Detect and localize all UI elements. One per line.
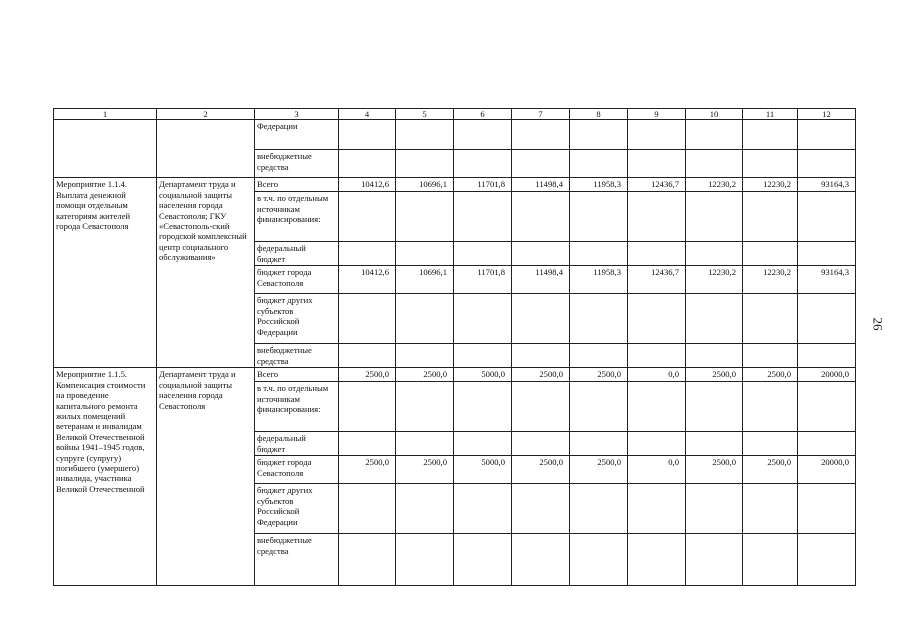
amount-cell xyxy=(798,382,856,432)
amount-cell xyxy=(798,432,856,456)
column-number: 5 xyxy=(396,109,454,120)
amount-cell: 20000,0 xyxy=(798,368,856,382)
amount-cell: 11498,4 xyxy=(512,266,570,294)
amount-cell xyxy=(396,192,454,242)
amount-cell xyxy=(743,242,798,266)
amount-cell: 2500,0 xyxy=(396,368,454,382)
column-number: 10 xyxy=(686,109,743,120)
amount-cell xyxy=(570,344,628,368)
amount-cell xyxy=(396,150,454,178)
amount-cell xyxy=(686,432,743,456)
funding-source: в т.ч. по отдельным источникам финансирования: xyxy=(255,192,339,242)
amount-cell: 2500,0 xyxy=(743,368,798,382)
column-number: 4 xyxy=(339,109,396,120)
funding-source: внебюджетные средства xyxy=(255,150,339,178)
amount-cell xyxy=(798,192,856,242)
amount-cell xyxy=(454,432,512,456)
amount-cell xyxy=(628,382,686,432)
amount-cell: 2500,0 xyxy=(743,456,798,484)
amount-cell xyxy=(454,344,512,368)
amount-cell: 2500,0 xyxy=(512,456,570,484)
funding-source: бюджет города Севастополя xyxy=(255,266,339,294)
amount-cell: 93164,3 xyxy=(798,178,856,192)
amount-cell: 12436,7 xyxy=(628,178,686,192)
amount-cell xyxy=(570,534,628,586)
amount-cell xyxy=(686,344,743,368)
amount-cell xyxy=(570,242,628,266)
amount-cell xyxy=(339,382,396,432)
amount-cell: 2500,0 xyxy=(570,456,628,484)
amount-cell xyxy=(628,344,686,368)
amount-cell xyxy=(628,294,686,344)
measure-cell xyxy=(54,120,157,178)
amount-cell xyxy=(512,432,570,456)
column-number: 9 xyxy=(628,109,686,120)
amount-cell: 10412,6 xyxy=(339,266,396,294)
column-number: 2 xyxy=(157,109,255,120)
column-number: 1 xyxy=(54,109,157,120)
amount-cell xyxy=(396,534,454,586)
amount-cell xyxy=(339,150,396,178)
amount-cell xyxy=(628,432,686,456)
column-number: 7 xyxy=(512,109,570,120)
amount-cell: 0,0 xyxy=(628,456,686,484)
amount-cell xyxy=(512,150,570,178)
column-number-row xyxy=(54,109,856,120)
amount-cell xyxy=(396,120,454,150)
amount-cell: 12230,2 xyxy=(686,178,743,192)
amount-cell xyxy=(570,294,628,344)
amount-cell xyxy=(628,120,686,150)
amount-cell xyxy=(512,242,570,266)
table-row xyxy=(54,120,856,150)
amount-cell xyxy=(686,150,743,178)
funding-source: бюджет других субъектов Российской Федерации xyxy=(255,294,339,344)
amount-cell xyxy=(798,294,856,344)
amount-cell: 10696,1 xyxy=(396,178,454,192)
funding-table xyxy=(53,108,856,586)
amount-cell xyxy=(396,344,454,368)
amount-cell xyxy=(339,534,396,586)
column-number: 12 xyxy=(798,109,856,120)
amount-cell: 93164,3 xyxy=(798,266,856,294)
funding-source: федеральный бюджет xyxy=(255,242,339,266)
amount-cell xyxy=(743,192,798,242)
amount-cell xyxy=(798,344,856,368)
amount-cell xyxy=(339,120,396,150)
amount-cell xyxy=(454,150,512,178)
amount-cell xyxy=(798,534,856,586)
amount-cell: 11498,4 xyxy=(512,178,570,192)
amount-cell xyxy=(454,484,512,534)
executor: Департамент труда и социальной защиты населения города Севастополя; ГКУ «Севастополь-ский городской комплексный центр социального обслуживания» xyxy=(157,178,255,368)
amount-cell: 2500,0 xyxy=(396,456,454,484)
amount-cell xyxy=(339,242,396,266)
amount-cell: 2500,0 xyxy=(339,368,396,382)
measure-title: Мероприятие 1.1.4. Выплата денежной помощи отдельным категориям жителей города Севастополя xyxy=(54,178,157,368)
amount-cell xyxy=(339,484,396,534)
amount-cell xyxy=(743,294,798,344)
amount-cell xyxy=(512,534,570,586)
funding-source: внебюджетные средства xyxy=(255,344,339,368)
amount-cell xyxy=(339,192,396,242)
measure-title: Мероприятие 1.1.5. Компенсация стоимости на проведение капитального ремонта жилых помещений ветеранам и инвалидам Великой Отечественной войны 1941–1945 годов, супруге (супругу) погибшего (умершего) инвалида, участника Великой Отечественной xyxy=(54,368,157,586)
amount-cell: 2500,0 xyxy=(570,368,628,382)
column-number: 3 xyxy=(255,109,339,120)
amount-cell: 10696,1 xyxy=(396,266,454,294)
amount-cell xyxy=(512,344,570,368)
funding-source: Федерации xyxy=(255,120,339,150)
amount-cell xyxy=(454,534,512,586)
amount-cell xyxy=(743,432,798,456)
amount-cell: 2500,0 xyxy=(686,368,743,382)
amount-cell: 12436,7 xyxy=(628,266,686,294)
amount-cell: 2500,0 xyxy=(512,368,570,382)
amount-cell xyxy=(570,120,628,150)
amount-cell xyxy=(628,484,686,534)
amount-cell xyxy=(454,242,512,266)
amount-cell xyxy=(570,432,628,456)
amount-cell: 12230,2 xyxy=(686,266,743,294)
amount-cell xyxy=(570,382,628,432)
funding-source: в т.ч. по отдельным источникам финансирования: xyxy=(255,382,339,432)
amount-cell xyxy=(686,242,743,266)
amount-cell: 2500,0 xyxy=(686,456,743,484)
amount-cell: 12230,2 xyxy=(743,266,798,294)
amount-cell xyxy=(798,242,856,266)
amount-cell xyxy=(686,120,743,150)
amount-cell xyxy=(570,192,628,242)
amount-cell xyxy=(628,242,686,266)
amount-cell xyxy=(628,192,686,242)
amount-cell: 11958,3 xyxy=(570,266,628,294)
amount-cell xyxy=(798,120,856,150)
amount-cell xyxy=(454,382,512,432)
funding-source: бюджет других субъектов Российской Федерации xyxy=(255,484,339,534)
executor-cell xyxy=(157,120,255,178)
amount-cell xyxy=(686,382,743,432)
table-row xyxy=(54,178,856,192)
page-number: 26 xyxy=(870,317,886,331)
amount-cell xyxy=(570,484,628,534)
amount-cell xyxy=(396,432,454,456)
amount-cell xyxy=(396,294,454,344)
amount-cell xyxy=(686,484,743,534)
amount-cell xyxy=(743,344,798,368)
amount-cell xyxy=(454,294,512,344)
amount-cell xyxy=(743,150,798,178)
amount-cell xyxy=(339,432,396,456)
amount-cell: 10412,6 xyxy=(339,178,396,192)
funding-source: Всего xyxy=(255,178,339,192)
amount-cell xyxy=(396,382,454,432)
amount-cell: 0,0 xyxy=(628,368,686,382)
amount-cell: 5000,0 xyxy=(454,456,512,484)
amount-cell xyxy=(628,150,686,178)
amount-cell: 12230,2 xyxy=(743,178,798,192)
amount-cell xyxy=(686,534,743,586)
amount-cell xyxy=(396,242,454,266)
amount-cell xyxy=(454,192,512,242)
amount-cell xyxy=(512,294,570,344)
funding-source: Всего xyxy=(255,368,339,382)
amount-cell xyxy=(628,534,686,586)
amount-cell: 20000,0 xyxy=(798,456,856,484)
amount-cell xyxy=(743,534,798,586)
funding-source: бюджет города Севастополя xyxy=(255,456,339,484)
amount-cell xyxy=(798,484,856,534)
amount-cell xyxy=(454,120,512,150)
amount-cell xyxy=(512,382,570,432)
amount-cell xyxy=(396,484,454,534)
executor: Департамент труда и социальной защиты населения города Севастополя xyxy=(157,368,255,586)
amount-cell xyxy=(686,192,743,242)
amount-cell xyxy=(512,192,570,242)
amount-cell xyxy=(570,150,628,178)
column-number: 6 xyxy=(454,109,512,120)
funding-source: федеральный бюджет xyxy=(255,432,339,456)
table-row xyxy=(54,368,856,382)
column-number: 11 xyxy=(743,109,798,120)
amount-cell: 11701,8 xyxy=(454,266,512,294)
amount-cell: 2500,0 xyxy=(339,456,396,484)
amount-cell xyxy=(686,294,743,344)
amount-cell: 5000,0 xyxy=(454,368,512,382)
amount-cell xyxy=(743,120,798,150)
amount-cell xyxy=(798,150,856,178)
amount-cell: 11958,3 xyxy=(570,178,628,192)
funding-source: внебюджетные средства xyxy=(255,534,339,586)
amount-cell xyxy=(743,382,798,432)
amount-cell xyxy=(339,344,396,368)
amount-cell: 11701,8 xyxy=(454,178,512,192)
amount-cell xyxy=(512,484,570,534)
amount-cell xyxy=(339,294,396,344)
column-number: 8 xyxy=(570,109,628,120)
amount-cell xyxy=(512,120,570,150)
amount-cell xyxy=(743,484,798,534)
